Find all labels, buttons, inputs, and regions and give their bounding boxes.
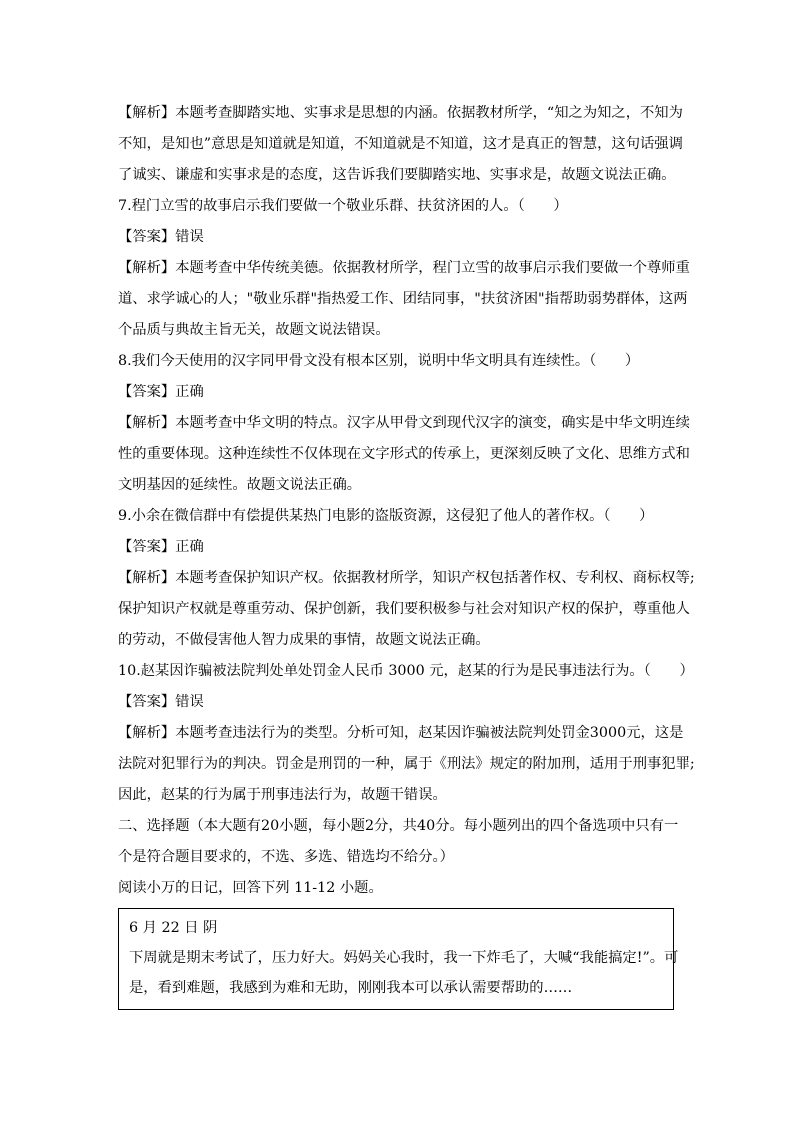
text-line: 【 解 析 】 本 题 考 查 违 法 行 为 的 类 型 。 分 析 可 知 ， 赵 某 因 诈 骗 被 法 院 判 处 罚 金 3 0 0 0 元 ， 这 是	[118, 725, 684, 741]
text-line: 的劳动，不做侵害他人智力成果的事情，故题文说法正确。	[118, 632, 490, 648]
diary-box	[118, 908, 679, 1010]
text-line: 不 知 ， 是 知 也 ” 意 思 是 知 道 就 是 知 道 ， 不 知 道 就 是 不 知 道 ， 这 才 是 真 正 的 智 慧 ， 这 句 话 强 调	[118, 136, 683, 152]
text-line: 了诚实、谦虚和实事求是的态度，这告诉我们要脚踏实地、实事求是，故题文说法正确。	[118, 167, 676, 183]
text-line: 【 解 析 】 本 题 考 查 中 华 传 统 美 德 。 依 据 教 材 所 学 ， 程 门 立 雪 的 故 事 启 示 我 们 要 做 一 个 尊 师 重	[118, 260, 690, 276]
answer-label: 【答案】正确	[118, 539, 204, 555]
question-10: 10.赵某因诈骗被法院判处单处罚金人民币 3000 元，赵某的行为是民事违法行为。（ ）	[118, 663, 694, 679]
diary-date: 6 月 22 日 阴	[129, 920, 218, 936]
section-heading: 二 、 选 择 题 （ 本 大 题 有 2 0 小 题 ， 每 小 题 2 分 ， 共 4 0 分 。 每 小 题 列 出 的 四 个 备 选 项 中 只 有 一	[118, 818, 679, 834]
question-7: 7.程门立雪的故事启示我们要做一个敬业乐群、扶贫济困的人。（ ）	[118, 198, 568, 214]
text-line: 个品质与典故主旨无关，故题文说法错误。	[118, 322, 390, 338]
answer-label: 【答案】错误	[118, 694, 204, 710]
text-line: 法 院 对 犯 罪 行 为 的 判 决 。 罚 金 是 刑 罚 的 一 种 ， 属 于 《 刑 法 》 规 定 的 附 加 刑 ， 适 用 于 刑 事 犯 罪 ;	[118, 756, 695, 772]
text-line: 性 的 重 要 体 现 。 这 种 连 续 性 不 仅 体 现 在 文 字 形 式 的 传 承 上 ， 更 深 刻 反 映 了 文 化 、 思 维 方 式 和	[118, 446, 690, 462]
diary-line: 是，看到难题，我感到为难和无助，刚刚我本可以承认需要帮助的……	[129, 980, 573, 996]
section-heading: 个是符合题目要求的，不选、多选、错选均不给分。）	[118, 849, 454, 865]
text-line: 【 解 析 】 本 题 考 查 脚 踏 实 地 、 实 事 求 是 思 想 的 内 涵 。 依 据 教 材 所 学 ， “ 知 之 为 知 之 ， 不 知 为	[118, 105, 683, 121]
text-line: 道 、 求 学 诚 心 的 人 ； " 敬 业 乐 群 " 指 热 爱 工 作 、 团 结 同 事 ， " 扶 贫 济 困 " 指 帮 助 弱 势 群 体 ， 这 两	[118, 291, 688, 307]
text-line: 文明基因的延续性。故题文说法正确。	[118, 477, 362, 493]
reading-instruction: 阅读小万的日记，回答下列 11-12 小题。	[118, 880, 383, 896]
text-body	[118, 98, 695, 904]
document-page	[118, 98, 695, 1010]
text-line: 因此，赵某的行为属于刑事违法行为，故题干错误。	[118, 787, 447, 803]
diary-line: 下 周 就 是 期 末 考 试 了 ， 压 力 好 大 。 妈 妈 关 心 我 时 ， 我 一 下 炸 毛 了 ， 大 喊 “ 我 能 搞 定 ! ” 。 可	[129, 950, 679, 966]
text-line: 保 护 知 识 产 权 就 是 尊 重 劳 动 、 保 护 创 新 ， 我 们 要 积 极 参 与 社 会 对 知 识 产 权 的 保 护 ， 尊 重 他 人	[118, 601, 690, 617]
question-9: 9.小余在微信群中有偿提供某热门电影的盗版资源，这侵犯了他人的著作权。（ ）	[118, 508, 654, 524]
text-line: 【 解 析 】 本 题 考 查 保 护 知 识 产 权 。 依 据 教 材 所 学 ， 知 识 产 权 包 括 著 作 权 、 专 利 权 、 商 标 权 等 ;	[118, 570, 695, 586]
answer-label: 【答案】正确	[118, 384, 204, 400]
answer-label: 【答案】错误	[118, 229, 204, 245]
question-8: 8.我们今天使用的汉字同甲骨文没有根本区别，说明中华文明具有连续性。（ ）	[118, 353, 640, 369]
text-line: 【 解 析 】 本 题 考 查 中 华 文 明 的 特 点 。 汉 字 从 甲 骨 文 到 现 代 汉 字 的 演 变 ， 确 实 是 中 华 文 明 连 续	[118, 415, 690, 431]
